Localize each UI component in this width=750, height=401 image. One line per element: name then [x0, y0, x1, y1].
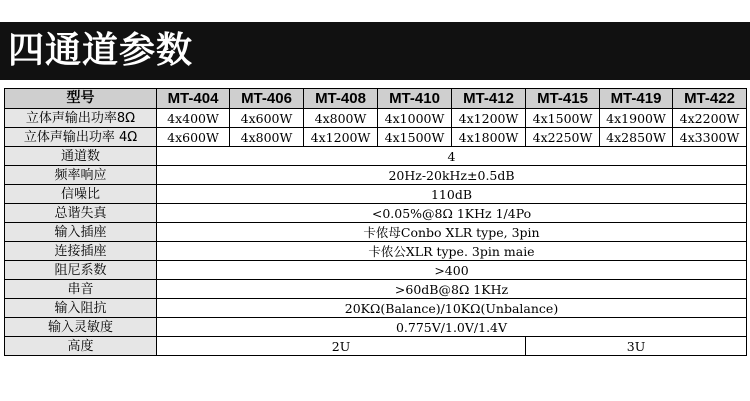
row-label: 立体声输出功率 4Ω — [5, 128, 157, 147]
header-row — [5, 89, 747, 109]
table-cell: 4x1200W — [452, 109, 526, 128]
table-cell: 110dB — [157, 185, 747, 204]
table-cell: 4x800W — [230, 128, 304, 147]
table-cell: 20KΩ(Balance)/10KΩ(Unbalance) — [157, 299, 747, 318]
table-cell: 20Hz-20kHz±0.5dB — [157, 166, 747, 185]
model-header: MT-404 — [157, 89, 230, 109]
table-cell: 4x1800W — [452, 128, 526, 147]
table-cell: 4x1200W — [304, 128, 378, 147]
table-cell: 4x600W — [230, 109, 304, 128]
row-label: 总谐失真 — [5, 204, 157, 223]
row-label: 频率响应 — [5, 166, 157, 185]
table-cell: 4x600W — [157, 128, 230, 147]
row-label: 立体声输出功率8Ω — [5, 109, 157, 128]
model-header: MT-412 — [452, 89, 526, 109]
table-cell: 4x2200W — [673, 109, 747, 128]
input-connector-row — [5, 223, 747, 242]
table-cell: 0.775V/1.0V/1.4V — [157, 318, 747, 337]
page-title: 四通道参数 — [8, 30, 194, 71]
model-header: MT-419 — [600, 89, 673, 109]
table-cell: 4 — [157, 147, 747, 166]
frequency-response-row — [5, 166, 747, 185]
model-header: MT-415 — [526, 89, 600, 109]
header-label: 型号 — [5, 89, 157, 109]
row-label: 输入灵敏度 — [5, 318, 157, 337]
model-header: MT-410 — [378, 89, 452, 109]
row-label: 连接插座 — [5, 242, 157, 261]
table-cell: 4x3300W — [673, 128, 747, 147]
table-cell: 卡侬公XLR type. 3pin maie — [157, 242, 747, 261]
row-label: 信噪比 — [5, 185, 157, 204]
input-impedance-row — [5, 299, 747, 318]
table-cell: 4x1500W — [378, 128, 452, 147]
snr-row — [5, 185, 747, 204]
table-cell: 4x1500W — [526, 109, 600, 128]
table-cell: 4x1000W — [378, 109, 452, 128]
row-label: 串音 — [5, 280, 157, 299]
table-cell: >60dB@8Ω 1KHz — [157, 280, 747, 299]
row-label: 高度 — [5, 337, 157, 356]
table-cell: 4x800W — [304, 109, 378, 128]
table-cell: 4x2250W — [526, 128, 600, 147]
row-label: 输入阻抗 — [5, 299, 157, 318]
height-row — [5, 337, 747, 356]
thd-row — [5, 204, 747, 223]
channels-row — [5, 147, 747, 166]
table-cell: >400 — [157, 261, 747, 280]
table-cell: 4x400W — [157, 109, 230, 128]
crosstalk-row — [5, 280, 747, 299]
row-label: 输入插座 — [5, 223, 157, 242]
table-cell: <0.05%@8Ω 1KHz 1/4Po — [157, 204, 747, 223]
table-cell: 卡侬母Conbo XLR type, 3pin — [157, 223, 747, 242]
title-bar — [0, 22, 750, 80]
table-cell: 2U — [157, 337, 526, 356]
power-4ohm-row — [5, 128, 747, 147]
row-label: 通道数 — [5, 147, 157, 166]
spec-table — [4, 88, 747, 356]
table-cell: 4x2850W — [600, 128, 673, 147]
damping-factor-row — [5, 261, 747, 280]
power-8ohm-row — [5, 109, 747, 128]
model-header: MT-422 — [673, 89, 747, 109]
row-label: 阻尼系数 — [5, 261, 157, 280]
model-header: MT-408 — [304, 89, 378, 109]
model-header: MT-406 — [230, 89, 304, 109]
table-cell: 3U — [526, 337, 747, 356]
input-sensitivity-row — [5, 318, 747, 337]
table-cell: 4x1900W — [600, 109, 673, 128]
link-connector-row — [5, 242, 747, 261]
